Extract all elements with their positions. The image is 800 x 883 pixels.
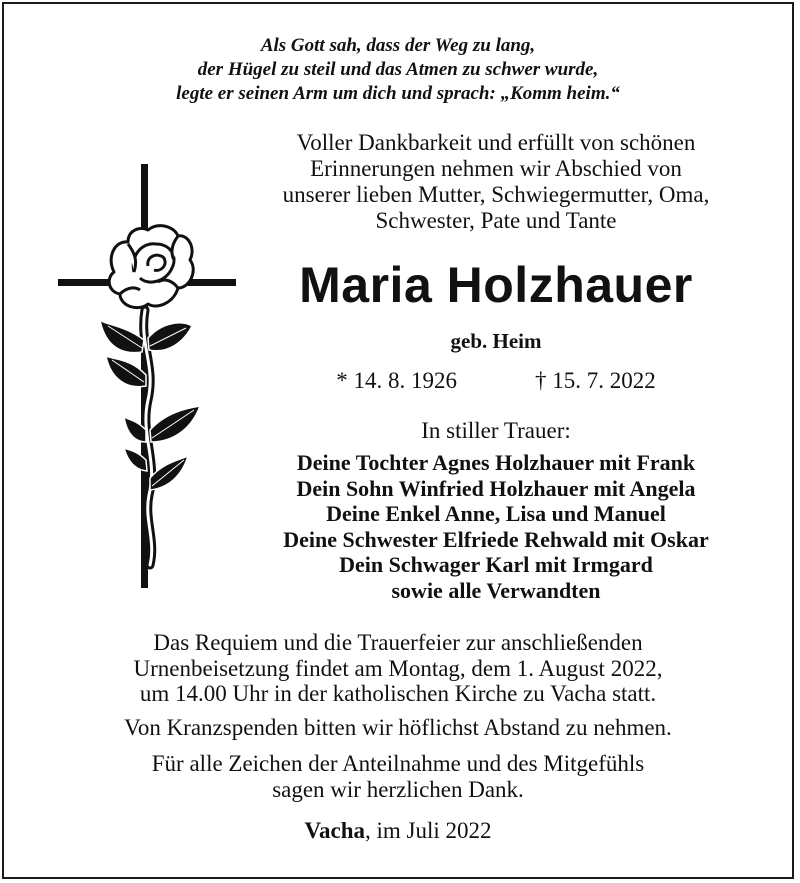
birth-name: geb. Heim <box>450 329 542 353</box>
signoff <box>0 817 796 845</box>
intro-line: Voller Dankbarkeit und erfüllt von schönen <box>296 130 696 155</box>
quote-line: Als Gott sah, dass der Weg zu lang, <box>260 35 536 56</box>
service-info <box>0 630 796 707</box>
quote-line: der Hügel zu steil und das Atmen zu schwer wurde, <box>197 59 599 80</box>
intro-line: unserer lieben Mutter, Schwiegermutter, Oma, <box>282 182 710 207</box>
mourners-list <box>246 450 746 603</box>
thanks-line: Für alle Zeichen der Anteilnahme und des Mitgefühls <box>151 751 645 776</box>
service-line: Das Requiem und die Trauerfeier zur anschließenden <box>153 630 643 655</box>
opening-quote <box>0 34 796 106</box>
intro-line: Erinnerungen nehmen wir Abschied von <box>310 156 682 181</box>
mourner-line: Deine Enkel Anne, Lisa und Manuel <box>326 501 666 526</box>
service-line: Urnenbeisetzung findet am Montag, dem 1. August 2022, <box>133 655 663 681</box>
mourning-label: In stiller Trauer: <box>421 418 571 443</box>
quote-line: legte er seinen Arm um dich und sprach: „Komm heim.“ <box>176 83 620 104</box>
mourner-line: sowie alle Verwandten <box>391 577 601 603</box>
mourner-line: Deine Tochter Agnes Holzhauer mit Frank <box>296 450 696 475</box>
life-dates <box>246 367 746 395</box>
mourner-line: Dein Schwager Karl mit Irmgard <box>339 552 653 577</box>
mourner-line: Dein Sohn Winfried Holzhauer mit Angela <box>296 475 696 501</box>
intro-line: Schwester, Pate und Tante <box>375 208 617 233</box>
death-date: † 15. 7. 2022 <box>535 368 656 393</box>
deceased-name: Maria Holzhauer <box>299 257 693 313</box>
mourner-line: Deine Schwester Elfriede Rehwald mit Oskar <box>283 526 709 552</box>
thanks-line: sagen wir herzlichen Dank. <box>272 777 524 802</box>
cross-with-rose-icon <box>54 160 240 592</box>
birth-date: * 14. 8. 1926 <box>336 368 457 393</box>
wreath-note: Von Kranzspenden bitten wir höflichst Abstand zu nehmen. <box>124 715 672 740</box>
signoff-date: , im Juli 2022 <box>364 818 492 843</box>
service-line: um 14.00 Uhr in der katholischen Kirche zu Vacha statt. <box>139 681 657 706</box>
intro-text <box>246 130 746 234</box>
signoff-place: Vacha <box>304 818 365 843</box>
thanks-text <box>0 751 796 803</box>
